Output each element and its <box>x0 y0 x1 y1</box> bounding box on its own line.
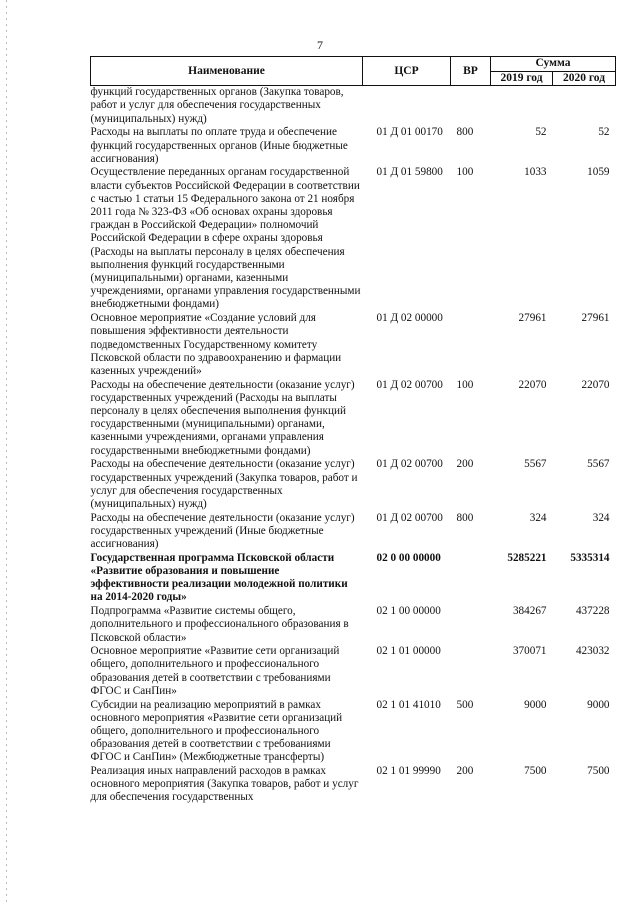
row-sum-2019: 370071 <box>512 645 547 658</box>
row-vr-code: 500 <box>456 698 474 711</box>
row-sum-2019: 52 <box>535 126 547 139</box>
row-vr-code <box>451 312 491 379</box>
row-vr-code: 800 <box>456 511 474 524</box>
table-row <box>91 379 616 459</box>
row-name: Расходы на обеспечение деятельности (оказание услуг) государственных учреждений (Расходы на выплаты персоналу в целях обеспечения выполнения функций государственными (муниципальными) органами, казенными учреждениями, органами управления государственными внебюджетными фондами) <box>90 378 355 457</box>
row-name: Основное мероприятие «Создание условий для повышения эффективности деятельности подведомственных Государственному комитету Псковской области по здравоохранению и фармации казенных учреждений» <box>90 312 342 377</box>
table-row <box>91 699 616 766</box>
row-sum-2019: 324 <box>529 511 547 524</box>
row-name: Реализация иных направлений расходов в рамках основного мероприятия (Закупка товаров, работ и услуг для обеспечения государственных <box>90 765 359 804</box>
row-csr-code: 01 Д 02 00000 <box>376 312 443 325</box>
row-sum-2020: 9000 <box>587 698 610 711</box>
table-row <box>91 86 616 127</box>
header-year-2020: 2020 год <box>553 72 616 86</box>
row-name: Расходы на обеспечение деятельности (оказание услуг) государственных учреждений (Иные бюджетные ассигнования) <box>90 511 355 551</box>
header-sum: Сумма <box>491 57 616 72</box>
row-sum-2019 <box>491 86 553 127</box>
table-row <box>91 765 616 805</box>
row-csr-code: 02 1 01 00000 <box>376 645 441 658</box>
row-csr-code: 01 Д 01 00170 <box>376 126 443 139</box>
row-vr-code: 800 <box>456 126 474 139</box>
row-vr-code: 100 <box>456 378 474 391</box>
row-sum-2019: 7500 <box>524 765 547 778</box>
row-sum-2019: 27961 <box>518 312 547 325</box>
table-row <box>91 312 616 379</box>
header-vr: ВР <box>451 57 491 86</box>
row-name: Расходы на обеспечение деятельности (оказание услуг) государственных учреждений (Закупка товаров, работ и услуг для обеспечения государственных (муниципальных) нужд) <box>90 458 358 510</box>
row-csr-code: 02 0 00 00000 <box>376 551 441 564</box>
row-vr-code <box>451 86 491 127</box>
row-vr-code <box>451 605 491 645</box>
row-sum-2020 <box>553 86 616 127</box>
table-row <box>91 605 616 645</box>
row-csr-code: 01 Д 02 00700 <box>376 511 443 524</box>
row-sum-2019: 5285221 <box>507 551 547 564</box>
row-csr-code: 02 1 01 41010 <box>376 698 441 711</box>
table-row <box>91 166 616 312</box>
row-name: Подпрограмма «Развитие системы общего, дополнительного и профессионального образования в Псковской области» <box>90 605 349 644</box>
header-csr: ЦСР <box>363 57 451 86</box>
row-vr-code <box>451 645 491 698</box>
row-sum-2020: 27961 <box>581 312 610 325</box>
row-sum-2020: 324 <box>592 511 610 524</box>
row-sum-2019: 9000 <box>524 698 547 711</box>
row-csr-code: 02 1 00 00000 <box>376 605 441 618</box>
row-csr-code: 01 Д 02 00700 <box>376 378 443 391</box>
row-name: Расходы на выплаты по оплате труда и обеспечение функций государственных органов (Иные бюджетные ассигнования) <box>90 126 348 165</box>
row-name: Государственная программа Псковской области «Развитие образования и повышение эффективности реализации молодежной политики на 2014-2020 годы» <box>90 551 348 604</box>
row-sum-2020: 437228 <box>575 605 610 618</box>
row-sum-2020: 52 <box>598 126 610 139</box>
table-body <box>91 86 616 805</box>
budget-table-container <box>90 56 615 805</box>
row-name: Осуществление переданных органам государственной власти субъектов Российской Федерации в соответствии с частью 1 статьи 15 Федерального закона от 21 ноября 2011 года № 323-ФЗ «Об основах охраны здоровья граждан в Российской Федерации» полномочий Российской Федерации в сфере охраны здоровья (Расходы на выплаты персоналу в целях обеспечения выполнения функций государственными (муниципальными) органами, казенными учреждениями, органами управления государственными внебюджетными фондами) <box>90 166 361 311</box>
table-header <box>91 57 616 86</box>
row-sum-2019: 22070 <box>518 378 547 391</box>
row-sum-2020: 7500 <box>587 765 610 778</box>
row-vr-code <box>451 552 491 605</box>
row-name: Основное мероприятие «Развитие сети организаций общего, дополнительного и профессионального образования детей в соответствии с требованиями ФГОС и СанПин» <box>90 645 340 697</box>
row-name: Субсидии на реализацию мероприятий в рамках основного мероприятия «Развитие сети организаций общего, дополнительного и профессионального образования детей в соответствии с требованиями ФГОС и СанПин» (Межбюджетные трансферты) <box>90 698 343 764</box>
header-name: Наименование <box>91 57 363 86</box>
budget-table <box>90 56 616 805</box>
row-name: функций государственных органов (Закупка товаров, работ и услуг для обеспечения государственных (муниципальных) нужд) <box>90 86 344 125</box>
table-row <box>91 512 616 552</box>
row-csr-code: 02 1 01 99990 <box>376 765 441 778</box>
row-csr-code <box>363 86 451 127</box>
row-csr-code: 01 Д 02 00700 <box>376 458 443 471</box>
table-row <box>91 552 616 605</box>
row-sum-2020: 423032 <box>575 645 610 658</box>
table-row <box>91 126 616 166</box>
row-sum-2019: 5567 <box>524 458 547 471</box>
row-sum-2020: 5335314 <box>570 551 610 564</box>
row-vr-code: 100 <box>456 166 474 179</box>
header-year-2019: 2019 год <box>491 72 553 86</box>
table-row <box>91 458 616 511</box>
table-row <box>91 645 616 698</box>
row-sum-2020: 1059 <box>587 166 610 179</box>
row-sum-2019: 384267 <box>512 605 547 618</box>
row-sum-2020: 22070 <box>581 378 610 391</box>
row-csr-code: 01 Д 01 59800 <box>376 166 443 179</box>
page-number: 7 <box>317 38 323 52</box>
row-sum-2020: 5567 <box>587 458 610 471</box>
row-vr-code: 200 <box>456 458 474 471</box>
row-vr-code: 200 <box>456 765 474 778</box>
scan-margin-line <box>6 0 7 905</box>
row-sum-2019: 1033 <box>524 166 547 179</box>
